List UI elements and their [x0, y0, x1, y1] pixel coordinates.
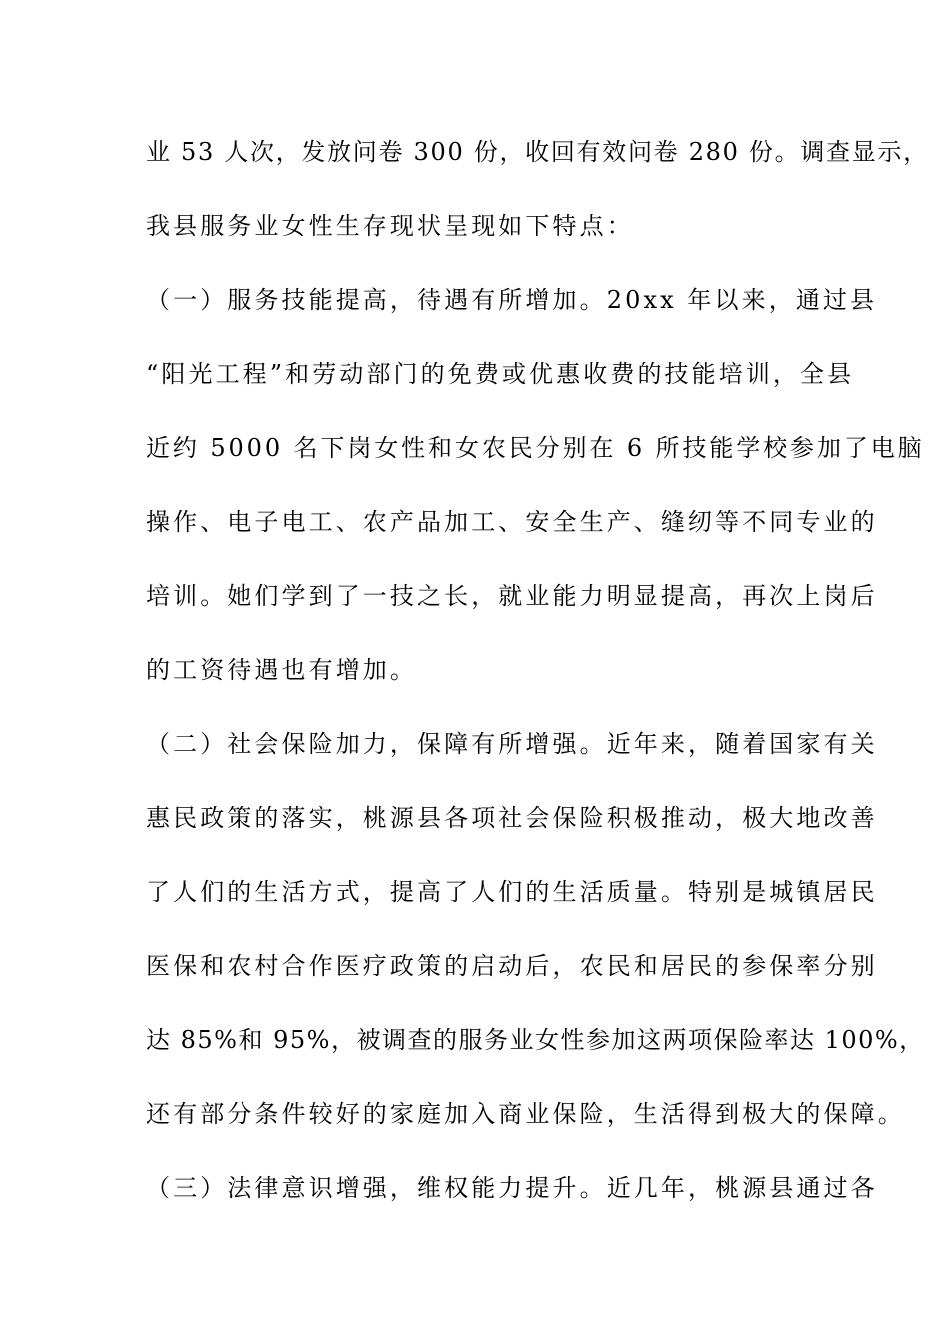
text-line-6: 操作、电子电工、农产品加工、安全生产、缝纫等不同专业的: [146, 508, 878, 536]
text-line-5: 近约 5000 名下岗女性和女农民分别在 6 所技能学校参加了电脑: [146, 434, 925, 462]
text-line-13: 达 85%和 95%，被调查的服务业女性参加这两项保险率达 100%，: [146, 1026, 925, 1054]
text-line-2: 我县服务业女性生存现状呈现如下特点：: [146, 212, 634, 240]
text-line-10: 惠民政策的落实，桃源县各项社会保险积极推动，极大地改善: [146, 804, 878, 832]
text-line-15: （三）法律意识增强，维权能力提升。近几年，桃源县通过各: [146, 1174, 878, 1202]
text-line-3: （一）服务技能提高，待遇有所增加。20xx 年以来，通过县: [146, 286, 878, 314]
text-line-9: （二）社会保险加力，保障有所增强。近年来，随着国家有关: [146, 730, 878, 758]
text-line-11: 了人们的生活方式，提高了人们的生活质量。特别是城镇居民: [146, 878, 878, 906]
text-line-7: 培训。她们学到了一技之长，就业能力明显提高，再次上岗后: [146, 582, 878, 610]
text-line-14: 还有部分条件较好的家庭加入商业保险，生活得到极大的保障。: [146, 1100, 905, 1128]
text-line-8: 的工资待遇也有增加。: [146, 656, 417, 684]
text-line-4: “阳光工程”和劳动部门的免费或优惠收费的技能培训，全县: [146, 360, 855, 388]
text-line-12: 医保和农村合作医疗政策的启动后，农民和居民的参保率分别: [146, 952, 878, 980]
text-line-1: 业 53 人次，发放问卷 300 份，收回有效问卷 280 份。调查显示，: [146, 138, 929, 166]
